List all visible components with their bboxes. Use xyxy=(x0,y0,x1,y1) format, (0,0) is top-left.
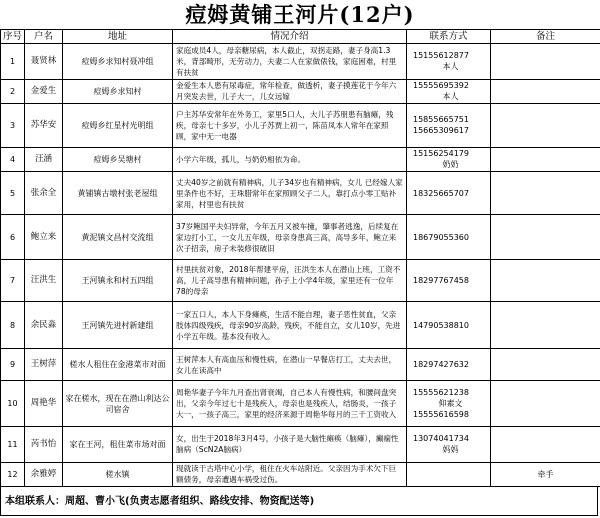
row-number: 12 xyxy=(1,462,25,486)
row-note xyxy=(491,380,600,426)
header-name: 户名 xyxy=(25,30,63,44)
page-title: 痘姆黄铺王河片(12户) xyxy=(185,2,415,27)
row-number: 11 xyxy=(1,427,25,463)
contact-info xyxy=(407,215,491,260)
table-header-row xyxy=(1,30,600,44)
phone-number: 18297767458 xyxy=(413,276,469,286)
row-number: 6 xyxy=(1,215,25,260)
household-description: 丈夫40岁之前就有精神病，儿子34岁也有精神病，女儿 已经嫁人家里条件也不好，王珠腊常年在家照顾父子二人，靠打点小零工贴补家用，村里也有扶贫 xyxy=(173,172,407,215)
contact-info xyxy=(407,172,491,215)
household-address: 痘姆乡吴塘村 xyxy=(63,147,173,171)
household-description: 一家五口人，本人下身瘫痪，生活不能自理，妻子恶性贫血，父亲肢体四级残疾，母亲90岁高龄，残疾，不能自立，女儿10岁，先进小学五年级。基本没有收入。 xyxy=(173,302,407,349)
header-address: 地址 xyxy=(63,30,173,44)
header-no: 序号 xyxy=(1,30,25,44)
household-description: 家庭成员4人，母亲糖尿病，本人截止，双拐走路，妻子身高1.3米，背部畸形，无劳动力，夫妻二人在家做俵钱，家庭困难，村里有扶贫 xyxy=(173,44,407,80)
contact-person: 奶奶 xyxy=(442,160,459,170)
table-row xyxy=(1,215,600,260)
header-description: 情况介绍 xyxy=(173,30,407,44)
household-name: 汪涵 xyxy=(25,147,63,171)
row-number: 10 xyxy=(1,380,25,426)
household-address: 槎水人租住在金港菜市对面 xyxy=(63,349,173,380)
household-address: 王河镇永和村五四组 xyxy=(63,260,173,302)
table-row xyxy=(1,147,600,171)
household-description: 小学六年级，孤儿，与奶奶相依为命。 xyxy=(173,147,407,171)
household-table xyxy=(0,29,600,487)
household-name: 鲍立来 xyxy=(25,215,63,260)
household-name: 金爱生 xyxy=(25,79,63,103)
row-note xyxy=(491,44,600,80)
contact-info xyxy=(407,302,491,349)
contact-info xyxy=(407,462,491,486)
household-name: 周艳华 xyxy=(25,380,63,426)
contact-person: 妈妈 xyxy=(442,445,459,455)
table-row xyxy=(1,44,600,80)
household-description: 王树萍本人有高血压和慢性病，在潜山一早餐店打工，丈夫去世，女儿在读高中 xyxy=(173,349,407,380)
row-number: 9 xyxy=(1,349,25,380)
household-address: 槎水镇 xyxy=(63,462,173,486)
phone-number: 13074041734 xyxy=(413,434,469,444)
household-description: 周艳华妻子今年九月查出肾衰竭，自己本人有慢性病，和腰间盘突出，父亲今年过七十是残疾人，母亲也是残疾人，结肠炎，一孩子大一，一孩子高三，家里的经济来源于周艳华每月的三千工资收入 xyxy=(173,380,407,426)
household-name: 王树萍 xyxy=(25,349,63,380)
household-address: 黄铺镇古墩村张老屋组 xyxy=(63,172,173,215)
row-note: 牵手 xyxy=(491,462,600,486)
table-row xyxy=(1,380,600,426)
contact-info xyxy=(407,44,491,80)
household-address: 痘姆乡求知村聂冲组 xyxy=(63,44,173,80)
contact-info xyxy=(407,349,491,380)
table-row xyxy=(1,103,600,147)
household-name: 苏华安 xyxy=(25,103,63,147)
household-name: 芮书怡 xyxy=(25,427,63,463)
phone-number: 15555616598 xyxy=(413,410,469,419)
household-name: 余雅婷 xyxy=(25,462,63,486)
household-address: 家在王河，租住菜市场对面 xyxy=(63,427,173,463)
row-note xyxy=(491,172,600,215)
contact-info xyxy=(407,260,491,302)
contact-info xyxy=(407,147,491,171)
household-address: 王河镇先进村新建组 xyxy=(63,302,173,349)
phone-number: 14790538810 xyxy=(413,320,469,330)
contact-info xyxy=(407,380,491,426)
table-body xyxy=(1,44,600,487)
household-address: 家在槎水，现在在潜山利达公司宿舍 xyxy=(63,380,173,426)
row-note xyxy=(491,147,600,171)
row-note xyxy=(491,215,600,260)
row-number: 8 xyxy=(1,302,25,349)
household-name: 余民淼 xyxy=(25,302,63,349)
phone-number: 15855665751 xyxy=(413,115,469,125)
row-number: 4 xyxy=(1,147,25,171)
phone-number: 15155612877 xyxy=(413,51,469,61)
household-description: 户主苏华安常年在外务工，家里5口人，大儿子苏朋患有脑瘫，残疾，母亲七十多岁，小儿子苏贾上初一，陈苗凤本人常年在家照顾，家中无一电器 xyxy=(173,103,407,147)
phone-number: 15156254179 xyxy=(413,149,469,159)
table-row xyxy=(1,172,600,215)
household-address: 痘姆乡求知村 xyxy=(63,79,173,103)
phone-number: 18297427632 xyxy=(413,360,469,370)
table-row xyxy=(1,302,600,349)
row-number: 2 xyxy=(1,79,25,103)
phone-number: 18679055360 xyxy=(413,232,469,242)
household-description: 村里扶贫对象，2018年帮建平房，汪洪生本人在潜山上班，工资不高，儿子高导患有精神问题，孙子上小学4年级，家里还有一位年78的母亲 xyxy=(173,260,407,302)
contact-person: 本人 xyxy=(442,62,459,72)
table-row xyxy=(1,349,600,380)
contact-person: 仰素文 xyxy=(438,399,463,408)
household-name: 汪洪生 xyxy=(25,260,63,302)
row-note xyxy=(491,302,600,349)
row-note xyxy=(491,79,600,103)
table-row xyxy=(1,260,600,302)
table-row xyxy=(1,427,600,463)
table-row xyxy=(1,462,600,486)
header-note: 备注 xyxy=(491,30,600,44)
contact-info xyxy=(407,103,491,147)
row-number: 3 xyxy=(1,103,25,147)
row-number: 1 xyxy=(1,44,25,80)
household-address: 痘姆乡红星村光明组 xyxy=(63,103,173,147)
phone-number: 18325665707 xyxy=(413,188,469,198)
contact-info xyxy=(407,79,491,103)
footer-contacts: 本组联系人：周超、曹小飞(负责志愿者组织、路线安排、物资配送等) xyxy=(0,487,598,516)
contact-info xyxy=(407,427,491,463)
table-row xyxy=(1,79,600,103)
row-note xyxy=(491,349,600,380)
contact-person: 本人 xyxy=(442,92,459,102)
household-name: 张余全 xyxy=(25,172,63,215)
household-description: 金爱生本人患有尿毒症，常年检查，做透析，妻子摸莲花于今年六月突发去世，儿子大一，儿女远嫁 xyxy=(173,79,407,103)
phone-number: 15555621238 xyxy=(413,388,469,397)
household-description: 女，出生于2018年3月4号，小孩子是大脑性瘫痪（脑瘫），癫痫性脑病（ScN2A脑病） xyxy=(173,427,407,463)
household-address: 黄泥镇文昌村交流组 xyxy=(63,215,173,260)
header-contact: 联系方式 xyxy=(407,30,491,44)
household-description: 现就读于古塔中心小学，租住在火车站附近。父亲因为手术欠下巨额债务，母亲遭遇车祸受过伤。 xyxy=(173,462,407,486)
phone-number: 15665309617 xyxy=(413,126,469,136)
row-note xyxy=(491,103,600,147)
household-name: 聂贤林 xyxy=(25,44,63,80)
row-number: 5 xyxy=(1,172,25,215)
row-note xyxy=(491,427,600,463)
household-description: 37岁鲍国平夫妇异常，今年五月又被车撞，肇事者逃逸，后续复在家边打小工，一女儿五年级，母亲身患高三高，高导多年，鲍立来次子招亲，房子未装修很破旧 xyxy=(173,215,407,260)
row-number: 7 xyxy=(1,260,25,302)
row-note xyxy=(491,260,600,302)
phone-number: 15555695392 xyxy=(413,81,469,91)
